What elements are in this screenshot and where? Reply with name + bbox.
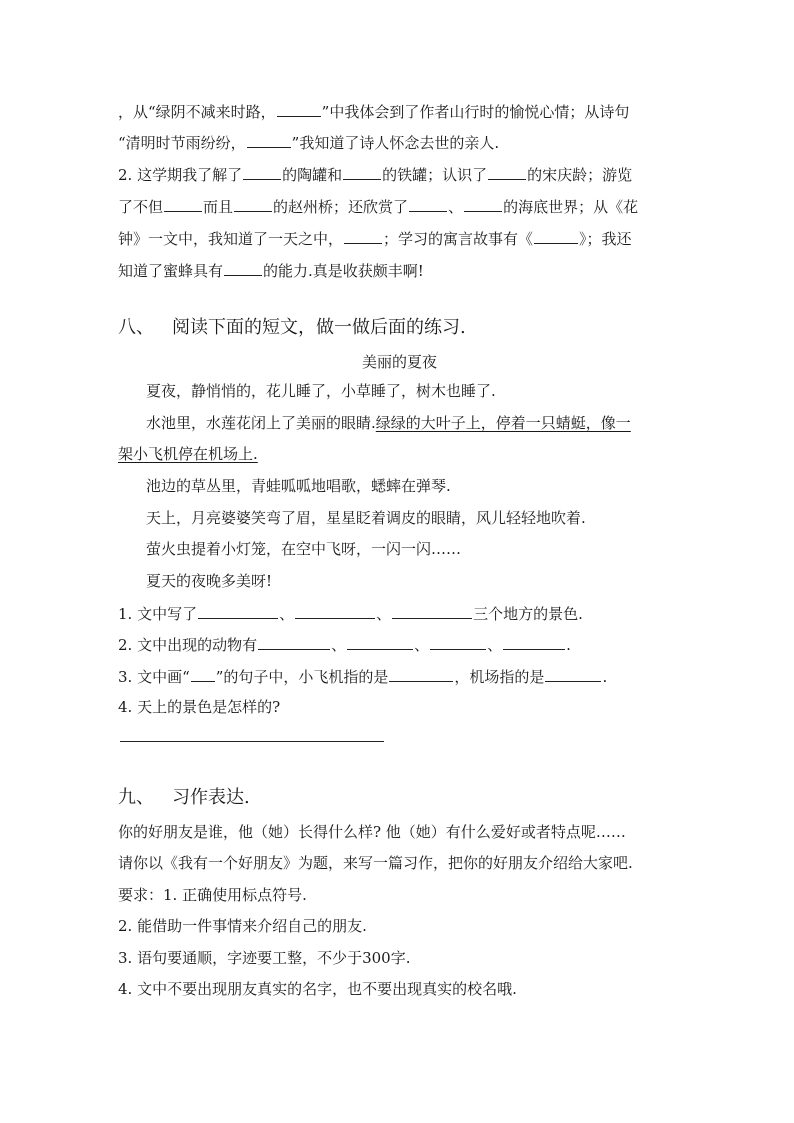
answer-blank[interactable] [389,666,453,682]
answer-blank[interactable] [243,164,281,180]
answer-blank[interactable] [234,196,272,212]
answer-blank[interactable] [198,603,278,619]
q2-line-4: 知道了蜜蜂具有 的能力.真是收获颇丰啊! [118,262,424,280]
writing-prompt: 你的好朋友是谁，他（她）长得什么样? 他（她）有什么爱好或者特点呢…… [118,823,626,841]
answer-blank[interactable] [295,603,375,619]
answer-blank[interactable] [534,228,578,244]
answer-blank[interactable] [164,196,202,212]
answer-blank[interactable] [258,634,330,650]
requirement: 3. 语句要通顺，字迹要工整，不少于300字. [118,949,411,967]
question-2: 2. 文中出现的动物有 、 、 、 . [118,636,571,654]
passage-paragraph-cont [118,444,258,464]
passage-paragraph: 池边的草丛里，青蛙呱呱地唱歌，蟋蟀在弹琴. [146,477,451,495]
answer-blank[interactable] [224,260,262,276]
answer-blank[interactable] [344,228,382,244]
underlined-sentence: 架小飞机停在机场上. [118,445,258,463]
q2-line-1: 2. 这学期我了解了 的陶罐和 的铁罐；认识了 的宋庆龄；游览 [118,166,633,184]
answer-blank[interactable] [343,164,381,180]
underlined-sentence: 绿绿的大叶子上，停着一只蜻蜓，像一 [375,414,631,432]
requirement: 4. 文中不要出现朋友真实的名字，也不要出现真实的校名哦. [118,980,517,998]
answer-blank[interactable] [347,634,413,650]
question-4: 4. 天上的景色是怎样的? [118,698,281,716]
requirement: 要求：1. 正确使用标点符号. [118,886,307,904]
answer-blank[interactable] [430,634,486,650]
answer-blank[interactable] [277,101,321,117]
passage-paragraph: 天上，月亮婆婆笑弯了眉，星星眨着调皮的眼睛，风儿轻轻地吹着. [146,509,586,527]
answer-blank[interactable] [545,666,601,682]
poem-line-2: “清明时节雨纷纷， ”我知道了诗人怀念去世的亲人. [118,134,500,152]
poem-line-1: ，从“绿阴不减来时路， ”中我体会到了作者山行时的愉悦心情；从诗句 [118,103,630,121]
passage-paragraph: 萤火虫提着小灯笼，在空中飞呀，一闪一闪…… [146,540,462,558]
answer-blank[interactable] [464,196,502,212]
answer-blank[interactable] [247,132,291,148]
q2-line-2: 了不但 而且 的赵州桥；还欣赏了 、 的海底世界；从《花 [118,198,639,216]
answer-line[interactable] [120,741,384,742]
question-3: 3. 文中画“ ”的句子中，小飞机指的是 ，机场指的是 . [118,668,608,686]
passage-paragraph: 夏天的夜晚多美呀! [146,572,273,590]
section-8-heading: 八、 阅读下面的短文，做一做后面的练习. [118,317,466,338]
passage-paragraph: 水池里，水莲花闭上了美丽的眼睛.绿绿的大叶子上，停着一只蜻蜓，像一 [146,414,631,432]
answer-blank[interactable] [392,603,472,619]
requirement: 2. 能借助一件事情来介绍自己的朋友. [118,917,367,935]
section-9-heading: 九、 习作表达. [118,787,250,808]
passage-paragraph: 夏夜，静悄悄的，花儿睡了，小草睡了，树木也睡了. [146,382,496,400]
answer-blank[interactable] [488,164,526,180]
question-1: 1. 文中写了 、 、 三个地方的景色. [118,605,583,623]
q2-line-3: 钟》一文中，我知道了一天之中， ；学习的寓言故事有《 》；我还 [118,230,632,248]
underline-sample [191,666,215,682]
answer-blank[interactable] [503,634,565,650]
writing-prompt: 请你以《我有一个好朋友》为题，来写一篇习作，把你的好朋友介绍给大家吧. [118,854,633,872]
passage-title: 美丽的夏夜 [362,353,438,371]
answer-blank[interactable] [409,196,447,212]
